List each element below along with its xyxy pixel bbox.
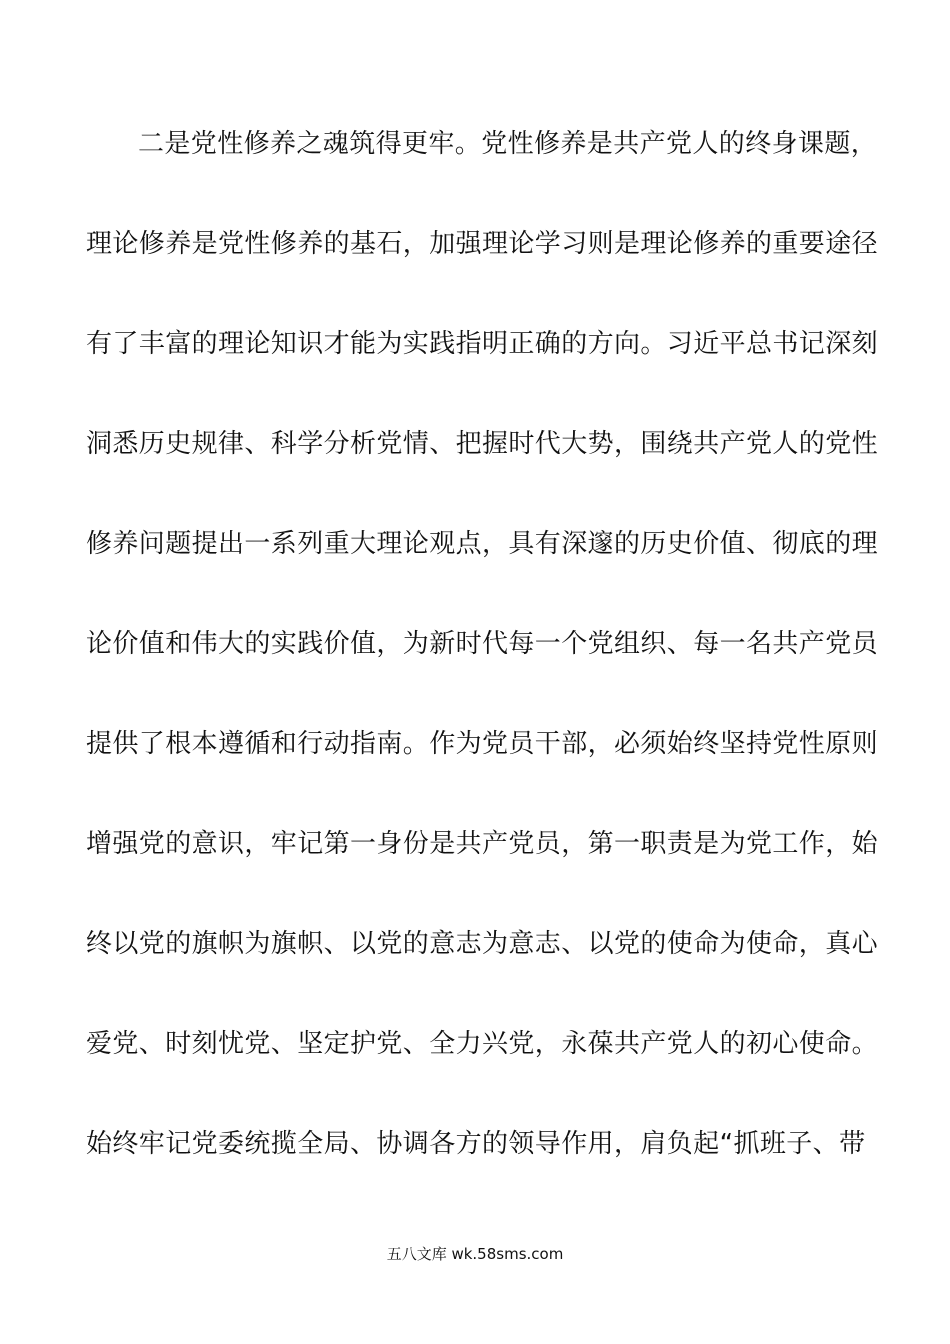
paragraph-line: 洞悉历史规律、科学分析党情、把握时代大势，围绕共产党人的党性 xyxy=(86,429,879,459)
paragraph-line: 终以党的旗帜为旗帜、以党的意志为意志、以党的使命为使命，真心 xyxy=(86,929,879,959)
paragraph-line: 提供了根本遵循和行动指南。作为党员干部，必须始终坚持党性原则 xyxy=(86,729,879,759)
paragraph-line: 始终牢记党委统揽全局、协调各方的领导作用，肩负起“抓班子、带 xyxy=(86,1129,866,1159)
paragraph-line: 理论修养是党性修养的基石，加强理论学习则是理论修养的重要途径 xyxy=(86,229,879,259)
paragraph-line: 修养问题提出一系列重大理论观点，具有深邃的历史价值、彻底的理 xyxy=(86,529,879,559)
footer-watermark: 五八文库 wk.58sms.com xyxy=(386,1245,564,1263)
paragraph-line: 爱党、时刻忧党、坚定护党、全力兴党，永葆共产党人的初心使命。 xyxy=(86,1029,879,1059)
paragraph-line: 论价值和伟大的实践价值，为新时代每一个党组织、每一名共产党员 xyxy=(86,629,879,659)
paragraph-line: 有了丰富的理论知识才能为实践指明正确的方向。习近平总书记深刻 xyxy=(86,329,879,359)
paragraph-line: 增强党的意识，牢记第一身份是共产党员，第一职责是为党工作，始 xyxy=(86,829,879,859)
paragraph-line: 二是党性修养之魂筑得更牢。党性修养是共产党人的终身课题， xyxy=(138,129,878,159)
